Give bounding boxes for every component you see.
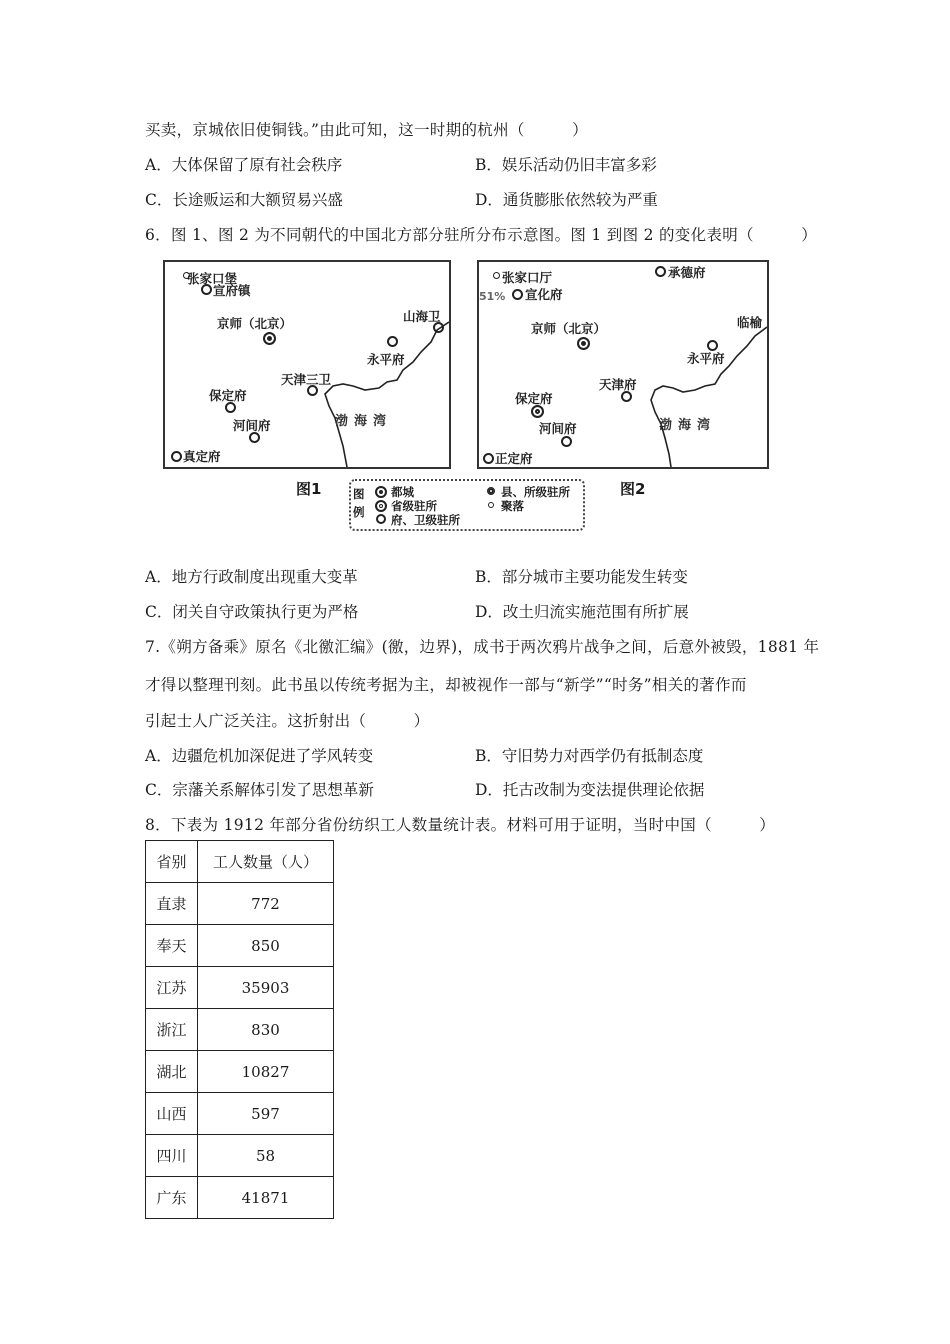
- prefecture-icon: [621, 391, 632, 402]
- textile-workers-table: [145, 840, 334, 1219]
- legend-title: 图例: [353, 487, 365, 519]
- prefecture-icon: [171, 451, 182, 462]
- settlement-icon: [488, 502, 494, 508]
- table-row: [146, 1177, 334, 1219]
- label-capital-1: 京师（北京）: [217, 316, 293, 331]
- q7-option-a[interactable]: A．边疆危机加深促进了学风转变: [145, 747, 374, 765]
- cell-province: 四川: [146, 1135, 198, 1177]
- table-row: [146, 1093, 334, 1135]
- label-yongping-1: 永平府: [367, 352, 405, 367]
- cell-province: 江苏: [146, 967, 198, 1009]
- cell-count: 772: [198, 883, 334, 925]
- legend-capital: 都城: [391, 485, 414, 499]
- map-figure-1: [163, 260, 451, 469]
- q7-stem-line-3: 引起士人广泛关注。这折射出（ ）: [145, 712, 430, 730]
- q5-option-a[interactable]: A．大体保留了原有社会秩序: [145, 156, 343, 174]
- table-row: [146, 1051, 334, 1093]
- q7-stem-line-2: 才得以整理刊刻。此书虽以传统考据为主，却被视作一部与“新学”“时务”相关的著作而: [145, 676, 747, 694]
- cell-province: 湖北: [146, 1051, 198, 1093]
- cell-count: 597: [198, 1093, 334, 1135]
- legend-prefecture: 府、卫级驻所: [391, 513, 460, 527]
- prefecture-icon: [433, 322, 444, 333]
- legend-provincial: 省级驻所: [391, 499, 437, 513]
- label-zhangjiakou-bao: 张家口堡: [187, 271, 238, 286]
- prefecture-icon: [376, 514, 386, 524]
- cell-count: 35903: [198, 967, 334, 1009]
- header-province: 省别: [146, 841, 198, 883]
- table-row: [146, 1135, 334, 1177]
- label-capital-2: 京师（北京）: [531, 321, 607, 336]
- label-baoding-1: 保定府: [209, 388, 247, 403]
- prefecture-icon: [561, 436, 572, 447]
- sea-label-1: 渤海湾: [335, 414, 393, 429]
- q5-option-b[interactable]: B．娱乐活动仍旧丰富多彩: [475, 156, 657, 174]
- q6-option-b[interactable]: B．部分城市主要功能发生转变: [475, 568, 688, 586]
- cell-count: 41871: [198, 1177, 334, 1219]
- caption-figure-2: 图2: [620, 480, 646, 498]
- table-row: [146, 925, 334, 967]
- table-row: [146, 1009, 334, 1051]
- capital-icon: [263, 332, 276, 345]
- q6-option-c[interactable]: C．闭关自守政策执行更为严格: [145, 603, 359, 621]
- cell-province: 广东: [146, 1177, 198, 1219]
- provincial-icon: [375, 500, 387, 512]
- table-row: [146, 883, 334, 925]
- q8-stem: 8．下表为 1912 年部分省份纺织工人数量统计表。材料可用于证明，当时中国（ ）: [145, 816, 776, 834]
- prefecture-icon: [201, 284, 212, 295]
- prefecture-icon: [483, 453, 494, 464]
- label-chengde: 承德府: [668, 265, 706, 280]
- sea-label-2: 渤海湾: [659, 418, 717, 433]
- label-zhangjiakou-ting: 张家口厅: [502, 270, 553, 285]
- cell-count: 830: [198, 1009, 334, 1051]
- q7-option-c[interactable]: C．宗藩关系解体引发了思想革新: [145, 781, 374, 799]
- q6-stem: 6．图 1、图 2 为不同朝代的中国北方部分驻所分布示意图。图 1 到图 2 的变化表明（ ）: [145, 226, 817, 244]
- cell-province: 奉天: [146, 925, 198, 967]
- county-icon: [487, 487, 495, 495]
- cell-count: 10827: [198, 1051, 334, 1093]
- cell-province: 浙江: [146, 1009, 198, 1051]
- prefecture-icon: [225, 402, 236, 413]
- label-baoding-2: 保定府: [515, 391, 553, 406]
- label-yongping-2: 永平府: [687, 351, 725, 366]
- label-hejian-2: 河间府: [539, 421, 577, 436]
- label-tianjin-fu: 天津府: [599, 377, 637, 392]
- q7-stem-line-1: 7.《朔方备乘》原名《北徼汇编》(徼，边界)，成书于两次鸦片战争之间，后意外被毁，1881 年: [145, 638, 820, 656]
- cell-province: 山西: [146, 1093, 198, 1135]
- label-xuanfu-zhen: 宣府镇: [213, 283, 251, 298]
- legend-settlement: 聚落: [501, 499, 524, 513]
- q5-option-c[interactable]: C．长途贩运和大额贸易兴盛: [145, 191, 343, 209]
- table-header-row: [146, 841, 334, 883]
- prefecture-icon: [512, 289, 523, 300]
- cell-count: 850: [198, 925, 334, 967]
- settlement-icon: [493, 272, 500, 279]
- label-xuanhua: 宣化府: [525, 287, 563, 302]
- provincial-icon: [531, 405, 544, 418]
- q5-stem-tail: 买卖，京城依旧使铜钱。”由此可知，这一时期的杭州（ ）: [145, 121, 588, 139]
- label-tianjin-sanwei: 天津三卫: [281, 372, 332, 387]
- table-row: [146, 967, 334, 1009]
- q6-option-d[interactable]: D．改土归流实施范围有所扩展: [475, 603, 689, 621]
- prefecture-icon: [307, 385, 318, 396]
- label-shanhaiwei: 山海卫: [403, 309, 441, 324]
- q6-option-a[interactable]: A．地方行政制度出现重大变革: [145, 568, 358, 586]
- prefecture-icon: [655, 266, 666, 277]
- label-zhengding: 正定府: [495, 451, 533, 466]
- legend-county: 县、所级驻所: [501, 485, 570, 499]
- label-zhending: 真定府: [183, 449, 221, 464]
- header-worker-count: 工人数量（人）: [198, 841, 334, 883]
- caption-figure-1: 图1: [296, 480, 322, 498]
- q7-option-b[interactable]: B．守旧势力对西学仍有抵制态度: [475, 747, 704, 765]
- capital-icon: [577, 337, 590, 350]
- capital-icon: [375, 486, 387, 498]
- label-linyu: 临榆: [737, 315, 763, 330]
- cell-province: 直隶: [146, 883, 198, 925]
- cell-count: 58: [198, 1135, 334, 1177]
- prefecture-icon: [249, 432, 260, 443]
- stray-mark: 51%: [479, 290, 506, 303]
- settlement-icon: [183, 272, 190, 279]
- map-figure-2: [477, 260, 769, 469]
- prefecture-icon: [387, 336, 398, 347]
- q5-option-d[interactable]: D．通货膨胀依然较为严重: [475, 191, 658, 209]
- map-legend: [349, 479, 585, 531]
- label-hejian-1: 河间府: [233, 418, 271, 433]
- q7-option-d[interactable]: D．托古改制为变法提供理论依据: [475, 781, 705, 799]
